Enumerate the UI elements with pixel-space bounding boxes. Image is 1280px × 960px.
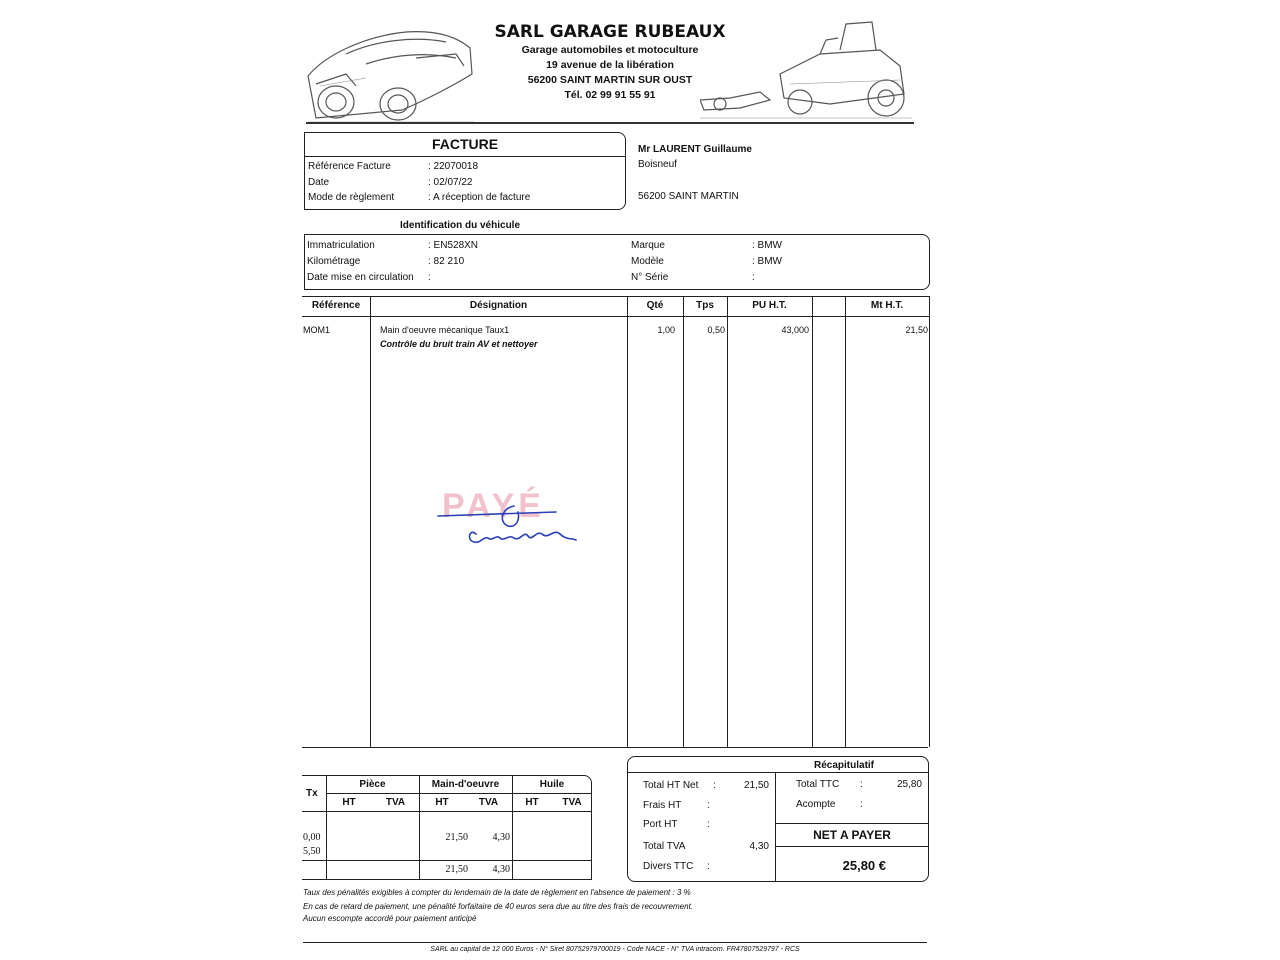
col-header-mt: Mt H.T. (870, 300, 904, 311)
col-divider (627, 296, 628, 747)
row-pu: 43,000 (781, 325, 809, 335)
recap-net-rule-2 (775, 846, 929, 847)
tax-huile-ht: HT (525, 797, 539, 808)
recap-colon: : (707, 819, 710, 830)
col-divider (845, 296, 846, 747)
client-city: 56200 SAINT MARTIN (638, 191, 739, 202)
vehicle-km-value: : 82 210 (428, 256, 465, 267)
row-ref: MOM1 (303, 325, 330, 335)
company-activity: Garage automobiles et motoculture (521, 44, 699, 56)
paid-stamp: PAYÉ (442, 487, 545, 525)
header-rule (306, 122, 914, 124)
row-note: Contrôle du bruit train AV et nettoyer (380, 339, 538, 349)
recap-colon: : (860, 799, 863, 810)
col-divider (812, 296, 813, 747)
tax-huile-tva: TVA (562, 797, 582, 808)
invoice-date-label: Date (308, 177, 330, 188)
vehicle-modele-value: : BMW (752, 256, 782, 267)
client-name: Mr LAURENT Guillaume (638, 144, 752, 155)
tax-mo-tva: TVA (478, 797, 499, 808)
penalty-note: Taux des pénalités exigibles à compter du lendemain de la date de règlement en l'absence de paiement : 3 % (303, 888, 691, 897)
tax-mo-header: Main-d'oeuvre (431, 779, 500, 790)
vehicle-marque-value: : BMW (752, 240, 782, 251)
col-divider (683, 296, 684, 747)
vehicle-immat-label: Immatriculation (307, 240, 375, 251)
recap-port-label: Port HT (643, 819, 678, 830)
col-header-tps: Tps (696, 300, 714, 311)
row-qte: 1,00 (657, 325, 675, 335)
lines-top-rule (302, 296, 930, 297)
company-phone: Tél. 02 99 91 55 91 (564, 89, 656, 101)
tax-rate-2: 5,50 (303, 846, 321, 857)
recap-divers-label: Divers TTC (643, 861, 694, 872)
tax-total-ht-value: 21,50 (445, 864, 468, 875)
col-header-designation: Désignation (469, 300, 528, 311)
invoice-date-value: : 02/07/22 (428, 177, 473, 188)
row-mt: 21,50 (905, 325, 928, 335)
car-illustration (306, 14, 476, 126)
invoice-title-rule (304, 156, 626, 157)
recap-acompte-label: Acompte (796, 799, 836, 810)
invoice-payment-label: Mode de règlement (308, 192, 395, 203)
recap-net-rule (775, 823, 929, 824)
invoice-ref-label: Référence Facture (308, 161, 391, 172)
footer-rule (303, 942, 927, 943)
tax-total-tva-value: 4,30 (492, 864, 510, 875)
tax-piece-tva: TVA (385, 797, 406, 808)
company-city: 56200 SAINT MARTIN SUR OUST (527, 74, 693, 86)
recap-tva-value: 4,30 (749, 841, 769, 852)
lines-header-rule (302, 316, 930, 317)
recap-ttc-label: Total TTC (796, 779, 840, 790)
col-divider (370, 296, 371, 747)
tax-piece-ht: HT (342, 797, 356, 808)
recap-title: Récapitulatif (814, 760, 875, 771)
vehicle-marque-label: Marque (631, 240, 665, 251)
recap-divider (775, 772, 776, 882)
recap-title-rule (627, 772, 929, 773)
invoice-ref-value: : 22070018 (428, 161, 479, 172)
col-header-reference: Référence (311, 300, 361, 311)
vehicle-serie-value: : (752, 272, 755, 283)
vehicle-modele-label: Modèle (631, 256, 664, 267)
late-payment-note: En cas de retard de paiement, une pénalité forfaitaire de 40 euros sera due au titre des frais de recouvrement. (303, 902, 694, 911)
row-designation: Main d'oeuvre mécanique Taux1 (380, 325, 510, 335)
tax-huile-header: Huile (539, 779, 565, 790)
tax-piece-header: Pièce (359, 779, 386, 790)
client-place: Boisneuf (638, 159, 677, 170)
col-divider (929, 296, 930, 747)
invoice-title: FACTURE (431, 136, 499, 152)
tax-mo-ht-value: 21,50 (445, 832, 468, 843)
recap-total-ht-value: 21,50 (743, 780, 769, 791)
net-to-pay-value: 25,80 € (842, 858, 886, 873)
discount-note: Aucun escompte accordé pour paiement anticipé (303, 914, 477, 923)
mower-illustration (700, 14, 914, 126)
recap-colon: : (713, 780, 716, 791)
vehicle-date-value: : (428, 272, 431, 283)
company-street: 19 avenue de la libération (546, 59, 674, 71)
row-tps: 0,50 (707, 325, 725, 335)
invoice-payment-value: : A réception de facture (428, 192, 531, 203)
tax-row-rule (302, 860, 592, 861)
col-header-qte: Qté (646, 300, 664, 311)
tax-row-rule (302, 811, 592, 812)
vehicle-date-label: Date mise en circulation (307, 272, 414, 283)
tax-rate-1: 0,00 (303, 832, 321, 843)
recap-total-ht-label: Total HT Net (643, 780, 699, 791)
recap-ttc-value: 25,80 (896, 779, 922, 790)
col-header-pu: PU H.T. (752, 300, 787, 311)
company-name: SARL GARAGE RUBEAUX (494, 22, 726, 42)
net-to-pay-label: NET A PAYER (813, 828, 891, 842)
vehicle-serie-label: N° Série (631, 272, 669, 283)
tax-mo-tva-value: 4,30 (492, 832, 510, 843)
tax-row-rule (326, 793, 592, 794)
recap-frais-label: Frais HT (643, 800, 682, 811)
vehicle-immat-value: : EN528XN (428, 240, 479, 251)
recap-colon: : (707, 861, 710, 872)
recap-tva-label: Total TVA (643, 841, 686, 852)
vehicle-km-label: Kilométrage (307, 256, 361, 267)
legal-mentions: SARL au capital de 12 000 Euros - N° Siret 80752979700019 - Code NACE - N° TVA intracom. FR47807529797 - RCS (430, 946, 800, 953)
tax-mo-ht: HT (435, 797, 449, 808)
lines-bottom-rule (302, 747, 928, 748)
recap-colon: : (707, 800, 710, 811)
recap-colon: : (860, 779, 863, 790)
col-divider (727, 296, 728, 747)
paid-signature (436, 500, 586, 552)
vehicle-title: Identification du véhicule (400, 220, 521, 231)
tax-tx-label: Tx (306, 788, 318, 799)
